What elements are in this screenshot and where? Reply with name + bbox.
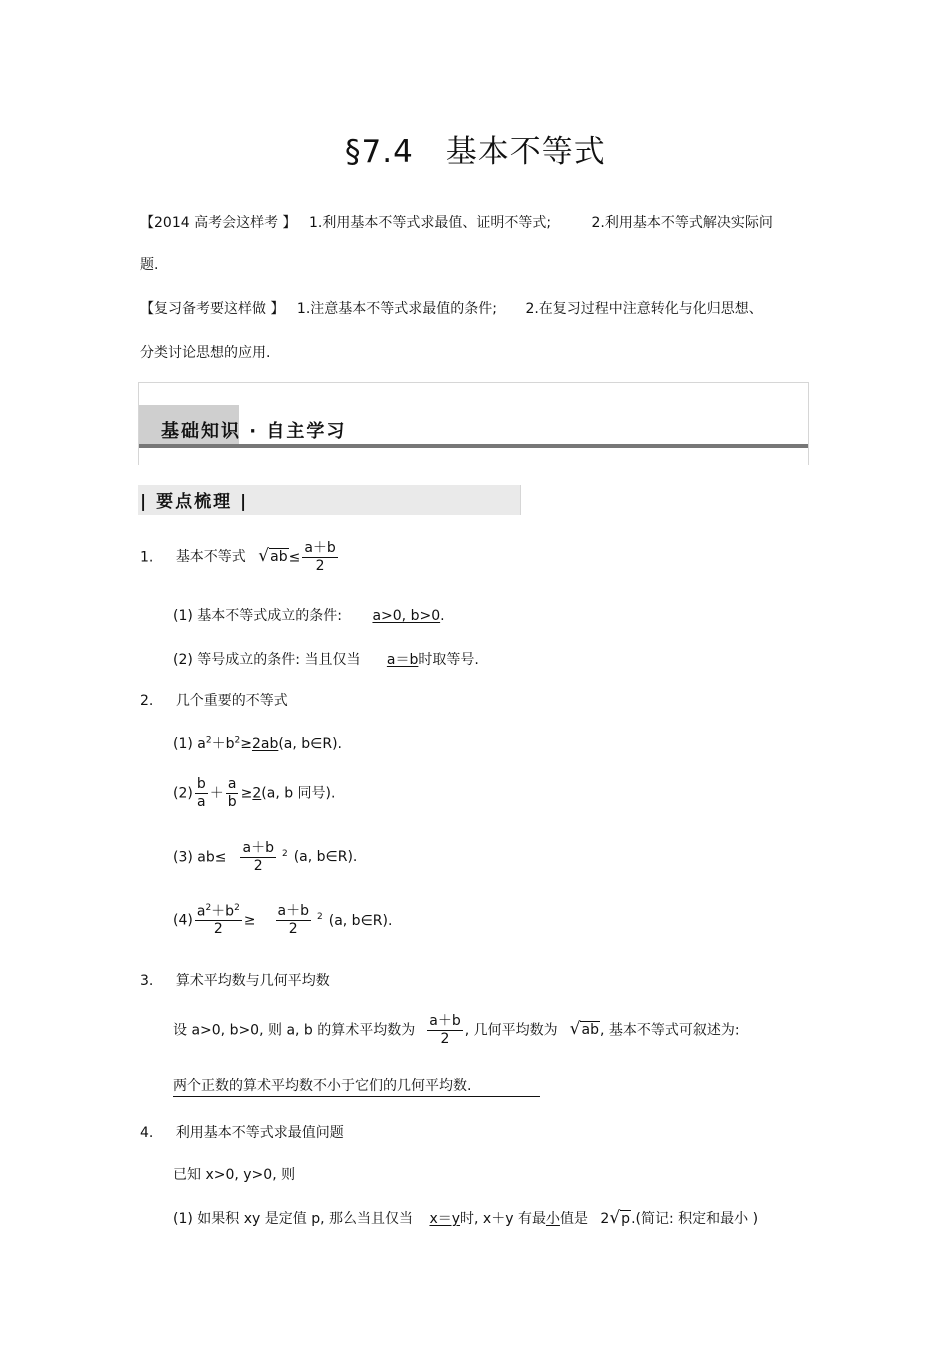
term-b: ＋b xyxy=(211,903,235,920)
item-1 xyxy=(140,540,340,575)
item-3a xyxy=(173,1013,740,1048)
fraction-numerator: b xyxy=(196,776,206,792)
item-1b xyxy=(173,649,479,669)
item-1a-answer: a>0, b>0 xyxy=(372,608,441,624)
exponent: 2 xyxy=(317,911,323,922)
item-4b-prefix: (1) 如果积 xy 是定值 p, 那么当且仅当 xyxy=(173,1211,413,1227)
item-2d-prefix: (4) xyxy=(173,912,193,929)
item-1a-prefix: (1) 基本不等式成立的条件: xyxy=(173,608,342,624)
relation: ≥ xyxy=(243,912,256,929)
exam-line-1 xyxy=(140,212,773,232)
item-2 xyxy=(140,690,288,710)
fraction xyxy=(276,903,311,938)
relation: ≤ xyxy=(288,549,301,566)
item-4b-mid-2: 值是 xyxy=(559,1211,588,1227)
exam-text-2: 2.利用基本不等式解决实际问 xyxy=(591,215,773,231)
item-3a-suffix: , 基本不等式可叙述为: xyxy=(599,1022,740,1039)
item-2c-suffix: (a, b∈R). xyxy=(293,849,358,866)
page-title: §7.4 基本不等式 xyxy=(345,134,606,170)
item-4b-answer-1: x＝y xyxy=(429,1211,461,1227)
review-text-1: 1.注意基本不等式求最值的条件; xyxy=(296,301,497,317)
fraction-denominator: 2 xyxy=(253,857,263,874)
item-3 xyxy=(140,970,330,990)
exponent: 2 xyxy=(234,903,240,913)
section-header: 基础知识 · 自主学习 xyxy=(161,421,347,442)
item-2b-suffix: (a, b 同号). xyxy=(261,785,336,802)
sqrt-radical-icon: √ xyxy=(609,1208,621,1228)
exam-text-1: 1.利用基本不等式求最值、证明不等式; xyxy=(308,215,552,231)
review-text-2: 2.在复习过程中注意转化与化归思想、 xyxy=(525,301,763,317)
fraction xyxy=(427,1013,462,1048)
subsection-header: | 要点梳理 | xyxy=(140,492,249,512)
fraction-numerator: a＋b xyxy=(277,903,309,920)
exam-text-3: 题. xyxy=(140,257,159,273)
item-4b-mid: 时, x＋y 有最 xyxy=(460,1211,546,1227)
fraction-denominator: 2 xyxy=(440,1030,450,1047)
item-2a-mid: ＋b xyxy=(211,736,235,752)
exponent: 2 xyxy=(205,735,212,746)
item-4-label: 利用基本不等式求最值问题 xyxy=(175,1125,344,1141)
item-2a xyxy=(173,733,342,753)
item-1-number: 1. xyxy=(140,549,154,566)
item-1a xyxy=(173,605,445,625)
item-4b-answer-3: 2 xyxy=(600,1211,610,1227)
exponent: 2 xyxy=(205,903,212,913)
item-3a-prefix: 设 a>0, b>0, 则 a, b 的算术平均数为 xyxy=(173,1022,416,1039)
sqrt-radical-icon: √ xyxy=(569,1019,581,1040)
item-4b-suffix: .(简记: 积定和最小 ) xyxy=(631,1211,759,1227)
item-4-number: 4. xyxy=(140,1125,154,1141)
fraction-numerator: a＋b xyxy=(304,540,336,556)
item-1b-suffix: 时取等号. xyxy=(418,652,479,668)
item-2a-suffix: (a, b∈R). xyxy=(278,736,343,752)
review-text-3: 分类讨论思想的应用. xyxy=(140,345,271,361)
fraction xyxy=(195,903,242,938)
section-divider xyxy=(139,444,808,448)
fraction-denominator: 2 xyxy=(315,557,325,574)
item-4 xyxy=(140,1122,344,1142)
fraction-numerator: a xyxy=(227,776,237,792)
item-1-label: 基本不等式 xyxy=(175,549,246,566)
exponent: 2 xyxy=(281,848,288,859)
item-2c-prefix: (3) ab≤ xyxy=(173,849,227,866)
item-2d-suffix: (a, b∈R). xyxy=(328,912,393,929)
item-3b: 两个正数的算术平均数不小于它们的几何平均数. xyxy=(173,1075,540,1097)
sqrt-p xyxy=(609,1210,631,1227)
review-line-1 xyxy=(140,298,763,318)
item-2d xyxy=(173,903,392,938)
fraction-numerator xyxy=(195,903,242,921)
fraction-numerator: a＋b xyxy=(429,1013,461,1029)
exponent: 2 xyxy=(234,735,241,746)
sqrt-ab xyxy=(570,1021,600,1038)
sqrt-radical-icon: √ xyxy=(258,546,270,567)
item-2a-answer: 2ab xyxy=(251,736,279,752)
item-2-label: 几个重要的不等式 xyxy=(175,693,288,709)
section-header-box xyxy=(138,382,809,465)
fraction xyxy=(302,540,337,575)
fraction-denominator: 2 xyxy=(288,921,298,938)
fraction xyxy=(226,776,239,811)
exam-tag: 【2014 高考会这样考 】 xyxy=(140,215,297,231)
subsection-box xyxy=(138,485,521,515)
sqrt-arg: ab xyxy=(581,1022,599,1039)
item-2b-answer: 2 xyxy=(252,785,262,802)
fraction-denominator: 2 xyxy=(213,921,223,938)
item-2b-prefix: (2) xyxy=(173,785,193,802)
item-2a-prefix: (1) a xyxy=(173,736,206,752)
item-1a-suffix: . xyxy=(440,608,445,624)
item-4b xyxy=(173,1208,758,1228)
term-a: a xyxy=(196,903,206,920)
item-2-number: 2. xyxy=(140,693,154,709)
fraction-denominator: b xyxy=(227,793,237,810)
fraction xyxy=(195,776,208,811)
item-4b-answer-2: 小 xyxy=(545,1211,560,1227)
item-3-number: 3. xyxy=(140,973,154,989)
item-1b-prefix: (2) 等号成立的条件: 当且仅当 xyxy=(173,652,361,668)
item-3a-mid: , 几何平均数为 xyxy=(464,1022,558,1039)
review-tag: 【复习备考要这样做 】 xyxy=(140,301,285,317)
item-4a: 已知 x>0, y>0, 则 xyxy=(173,1167,296,1183)
relation: ≥ xyxy=(240,785,253,802)
fraction xyxy=(240,840,275,875)
sqrt-arg: p xyxy=(621,1210,631,1227)
sqrt-arg: ab xyxy=(270,549,288,566)
item-2c xyxy=(173,840,357,875)
plus: ＋ xyxy=(209,785,224,802)
item-1b-answer: a＝b xyxy=(386,652,419,668)
fraction-denominator: a xyxy=(196,793,206,810)
sqrt-ab xyxy=(258,548,288,565)
item-2b xyxy=(173,776,335,811)
fraction-numerator: a＋b xyxy=(242,840,274,856)
relation: ≥ xyxy=(240,736,252,752)
item-3-label: 算术平均数与几何平均数 xyxy=(175,973,330,989)
